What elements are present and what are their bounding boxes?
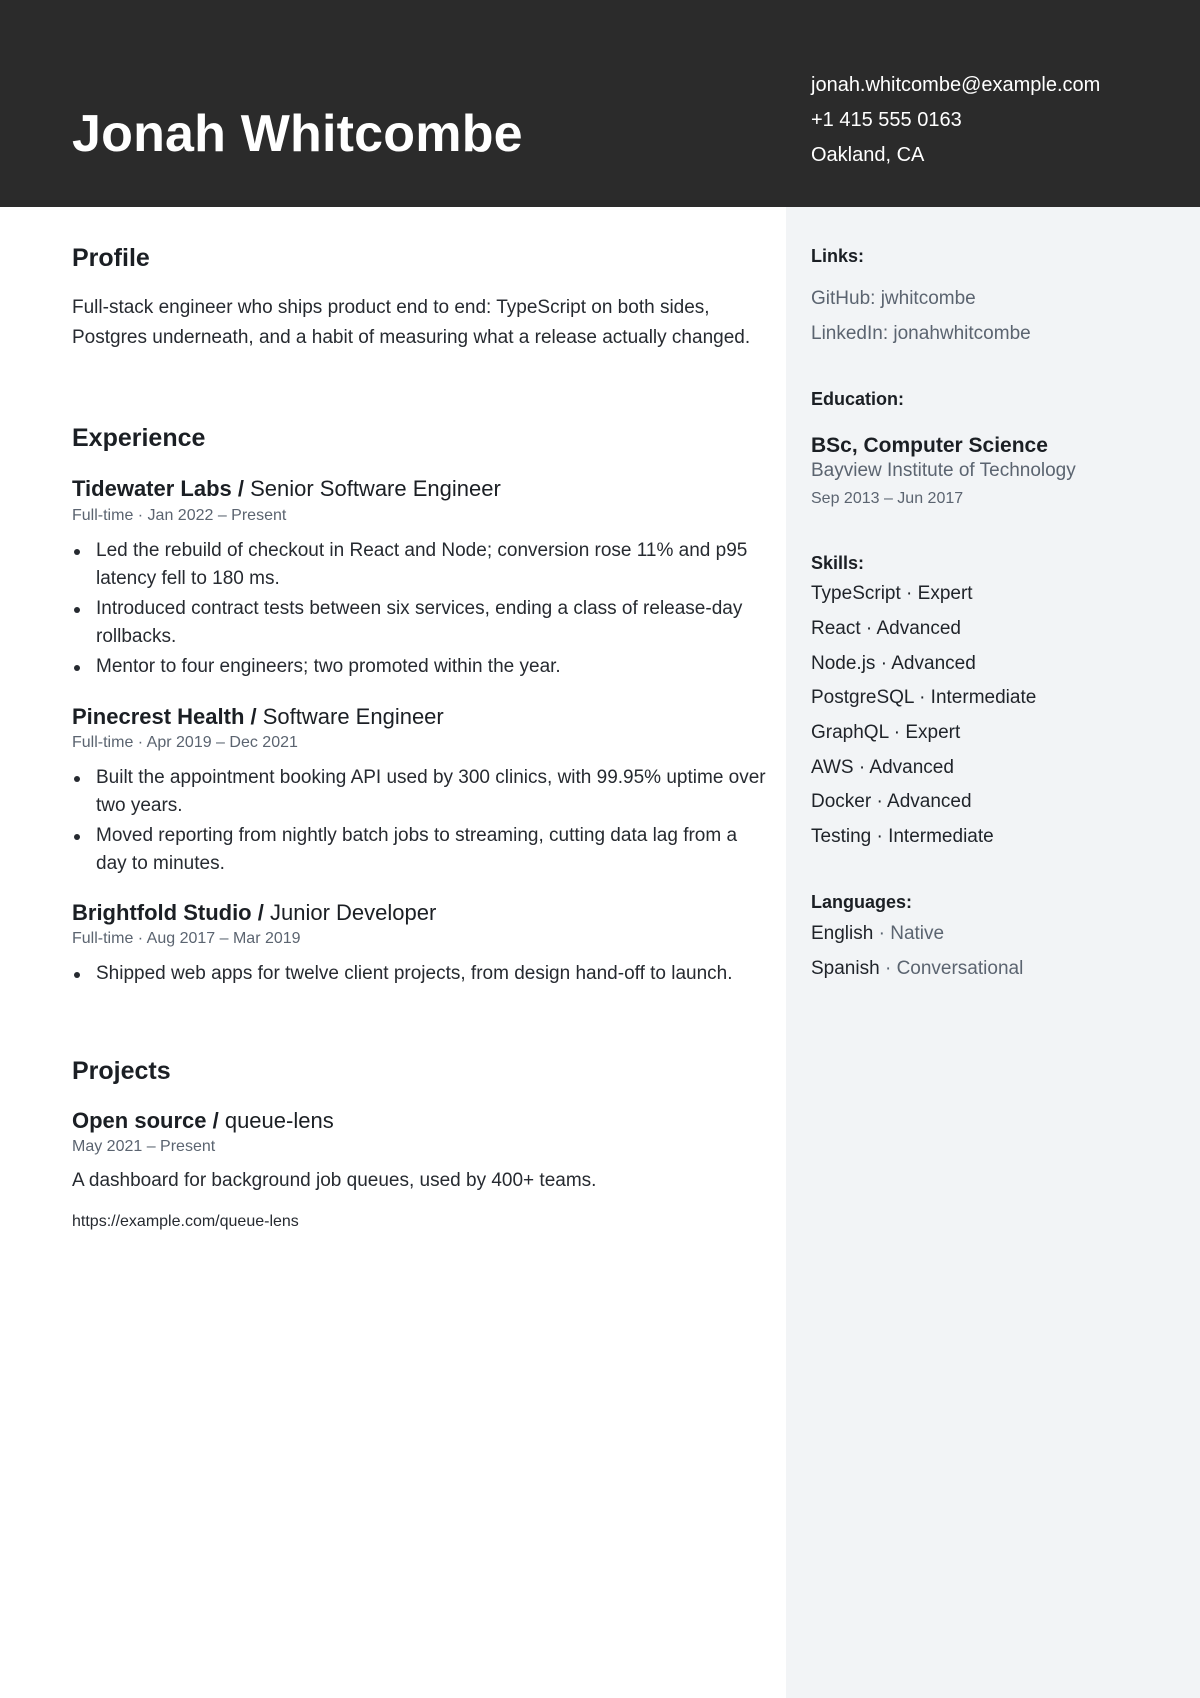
links-heading: Links: bbox=[811, 246, 865, 266]
language-separator: · bbox=[873, 923, 891, 944]
job-bullets bbox=[72, 960, 772, 991]
job-bullet: Led the rebuild of checkout in React and Node; conversion rose 11% and p95 latency fell to 180 ms. bbox=[72, 537, 772, 592]
job-heading bbox=[72, 704, 444, 730]
linkedin-link[interactable]: LinkedIn: jonahwhitcombe bbox=[811, 323, 1031, 344]
job-bullet: Mentor to four engineers; two promoted within the year. bbox=[72, 653, 772, 681]
profile-heading: Profile bbox=[72, 244, 150, 272]
language-name: Spanish bbox=[811, 958, 880, 979]
skill-item: PostgreSQL · Intermediate bbox=[811, 687, 1037, 708]
contact-block bbox=[811, 70, 1100, 175]
project-meta: May 2021 – Present bbox=[72, 1138, 216, 1155]
candidate-name: Jonah Whitcombe bbox=[72, 105, 523, 163]
job-meta: Full-time · Apr 2019 – Dec 2021 bbox=[72, 734, 298, 751]
education-dates: Sep 2013 – Jun 2017 bbox=[811, 490, 964, 507]
skill-item: GraphQL · Expert bbox=[811, 722, 961, 743]
education-heading: Education: bbox=[811, 389, 904, 409]
job-role: Senior Software Engineer bbox=[243, 476, 501, 501]
contact-location: Oakland, CA bbox=[811, 144, 925, 166]
job-meta: Full-time · Aug 2017 – Mar 2019 bbox=[72, 930, 301, 947]
job-role: Software Engineer bbox=[256, 704, 444, 729]
language-separator: · bbox=[879, 958, 897, 979]
language-item bbox=[811, 958, 1023, 980]
language-level: Conversational bbox=[896, 958, 1024, 979]
skill-item: Node.js · Advanced bbox=[811, 653, 976, 674]
profile-text: Full-stack engineer who ships product end to end: TypeScript on both sides, Postgres underneath, and a habit of measuring what a release actually changed. bbox=[72, 297, 751, 348]
job-role: Junior Developer bbox=[263, 900, 437, 925]
language-name: English bbox=[811, 923, 874, 944]
skills-heading: Skills: bbox=[811, 553, 865, 573]
project-org: Open source / bbox=[72, 1108, 219, 1133]
skill-item: Testing · Intermediate bbox=[811, 826, 994, 847]
resume-header bbox=[0, 0, 1200, 207]
contact-email[interactable]: jonah.whitcombe@example.com bbox=[811, 74, 1101, 96]
contact-phone[interactable]: +1 415 555 0163 bbox=[811, 109, 962, 131]
github-link[interactable]: GitHub: jwhitcombe bbox=[811, 288, 976, 309]
skill-item: React · Advanced bbox=[811, 618, 961, 639]
job-company: Pinecrest Health / bbox=[72, 704, 257, 729]
project-link[interactable]: https://example.com/queue-lens bbox=[72, 1213, 299, 1230]
job-bullet: Built the appointment booking API used by 300 clinics, with 99.95% uptime over two years. bbox=[72, 764, 772, 819]
language-level: Native bbox=[890, 923, 945, 944]
job-bullet: Moved reporting from nightly batch jobs to streaming, cutting data lag from a day to minutes. bbox=[72, 822, 772, 877]
projects-heading: Projects bbox=[72, 1057, 171, 1085]
sidebar-panel bbox=[786, 207, 1200, 1698]
job-meta: Full-time · Jan 2022 – Present bbox=[72, 507, 287, 524]
job-heading bbox=[72, 900, 436, 926]
experience-heading: Experience bbox=[72, 424, 206, 452]
language-item bbox=[811, 923, 944, 945]
job-bullet: Shipped web apps for twelve client projects, from design hand-off to launch. bbox=[72, 960, 772, 988]
skill-item: TypeScript · Expert bbox=[811, 583, 973, 604]
languages-heading: Languages: bbox=[811, 892, 913, 912]
job-bullets bbox=[72, 537, 772, 684]
project-description: A dashboard for background job queues, used by 400+ teams. bbox=[72, 1170, 597, 1191]
project-heading bbox=[72, 1108, 334, 1134]
job-bullets bbox=[72, 764, 772, 880]
skill-item: AWS · Advanced bbox=[811, 757, 954, 778]
job-company: Brightfold Studio / bbox=[72, 900, 264, 925]
job-heading bbox=[72, 476, 501, 502]
job-bullet: Introduced contract tests between six services, ending a class of release-day rollbacks. bbox=[72, 595, 772, 650]
job-company: Tidewater Labs / bbox=[72, 476, 244, 501]
education-school: Bayview Institute of Technology bbox=[811, 460, 1076, 481]
skill-item: Docker · Advanced bbox=[811, 791, 972, 812]
project-name: queue-lens bbox=[218, 1108, 334, 1133]
education-degree: BSc, Computer Science bbox=[811, 434, 1048, 457]
